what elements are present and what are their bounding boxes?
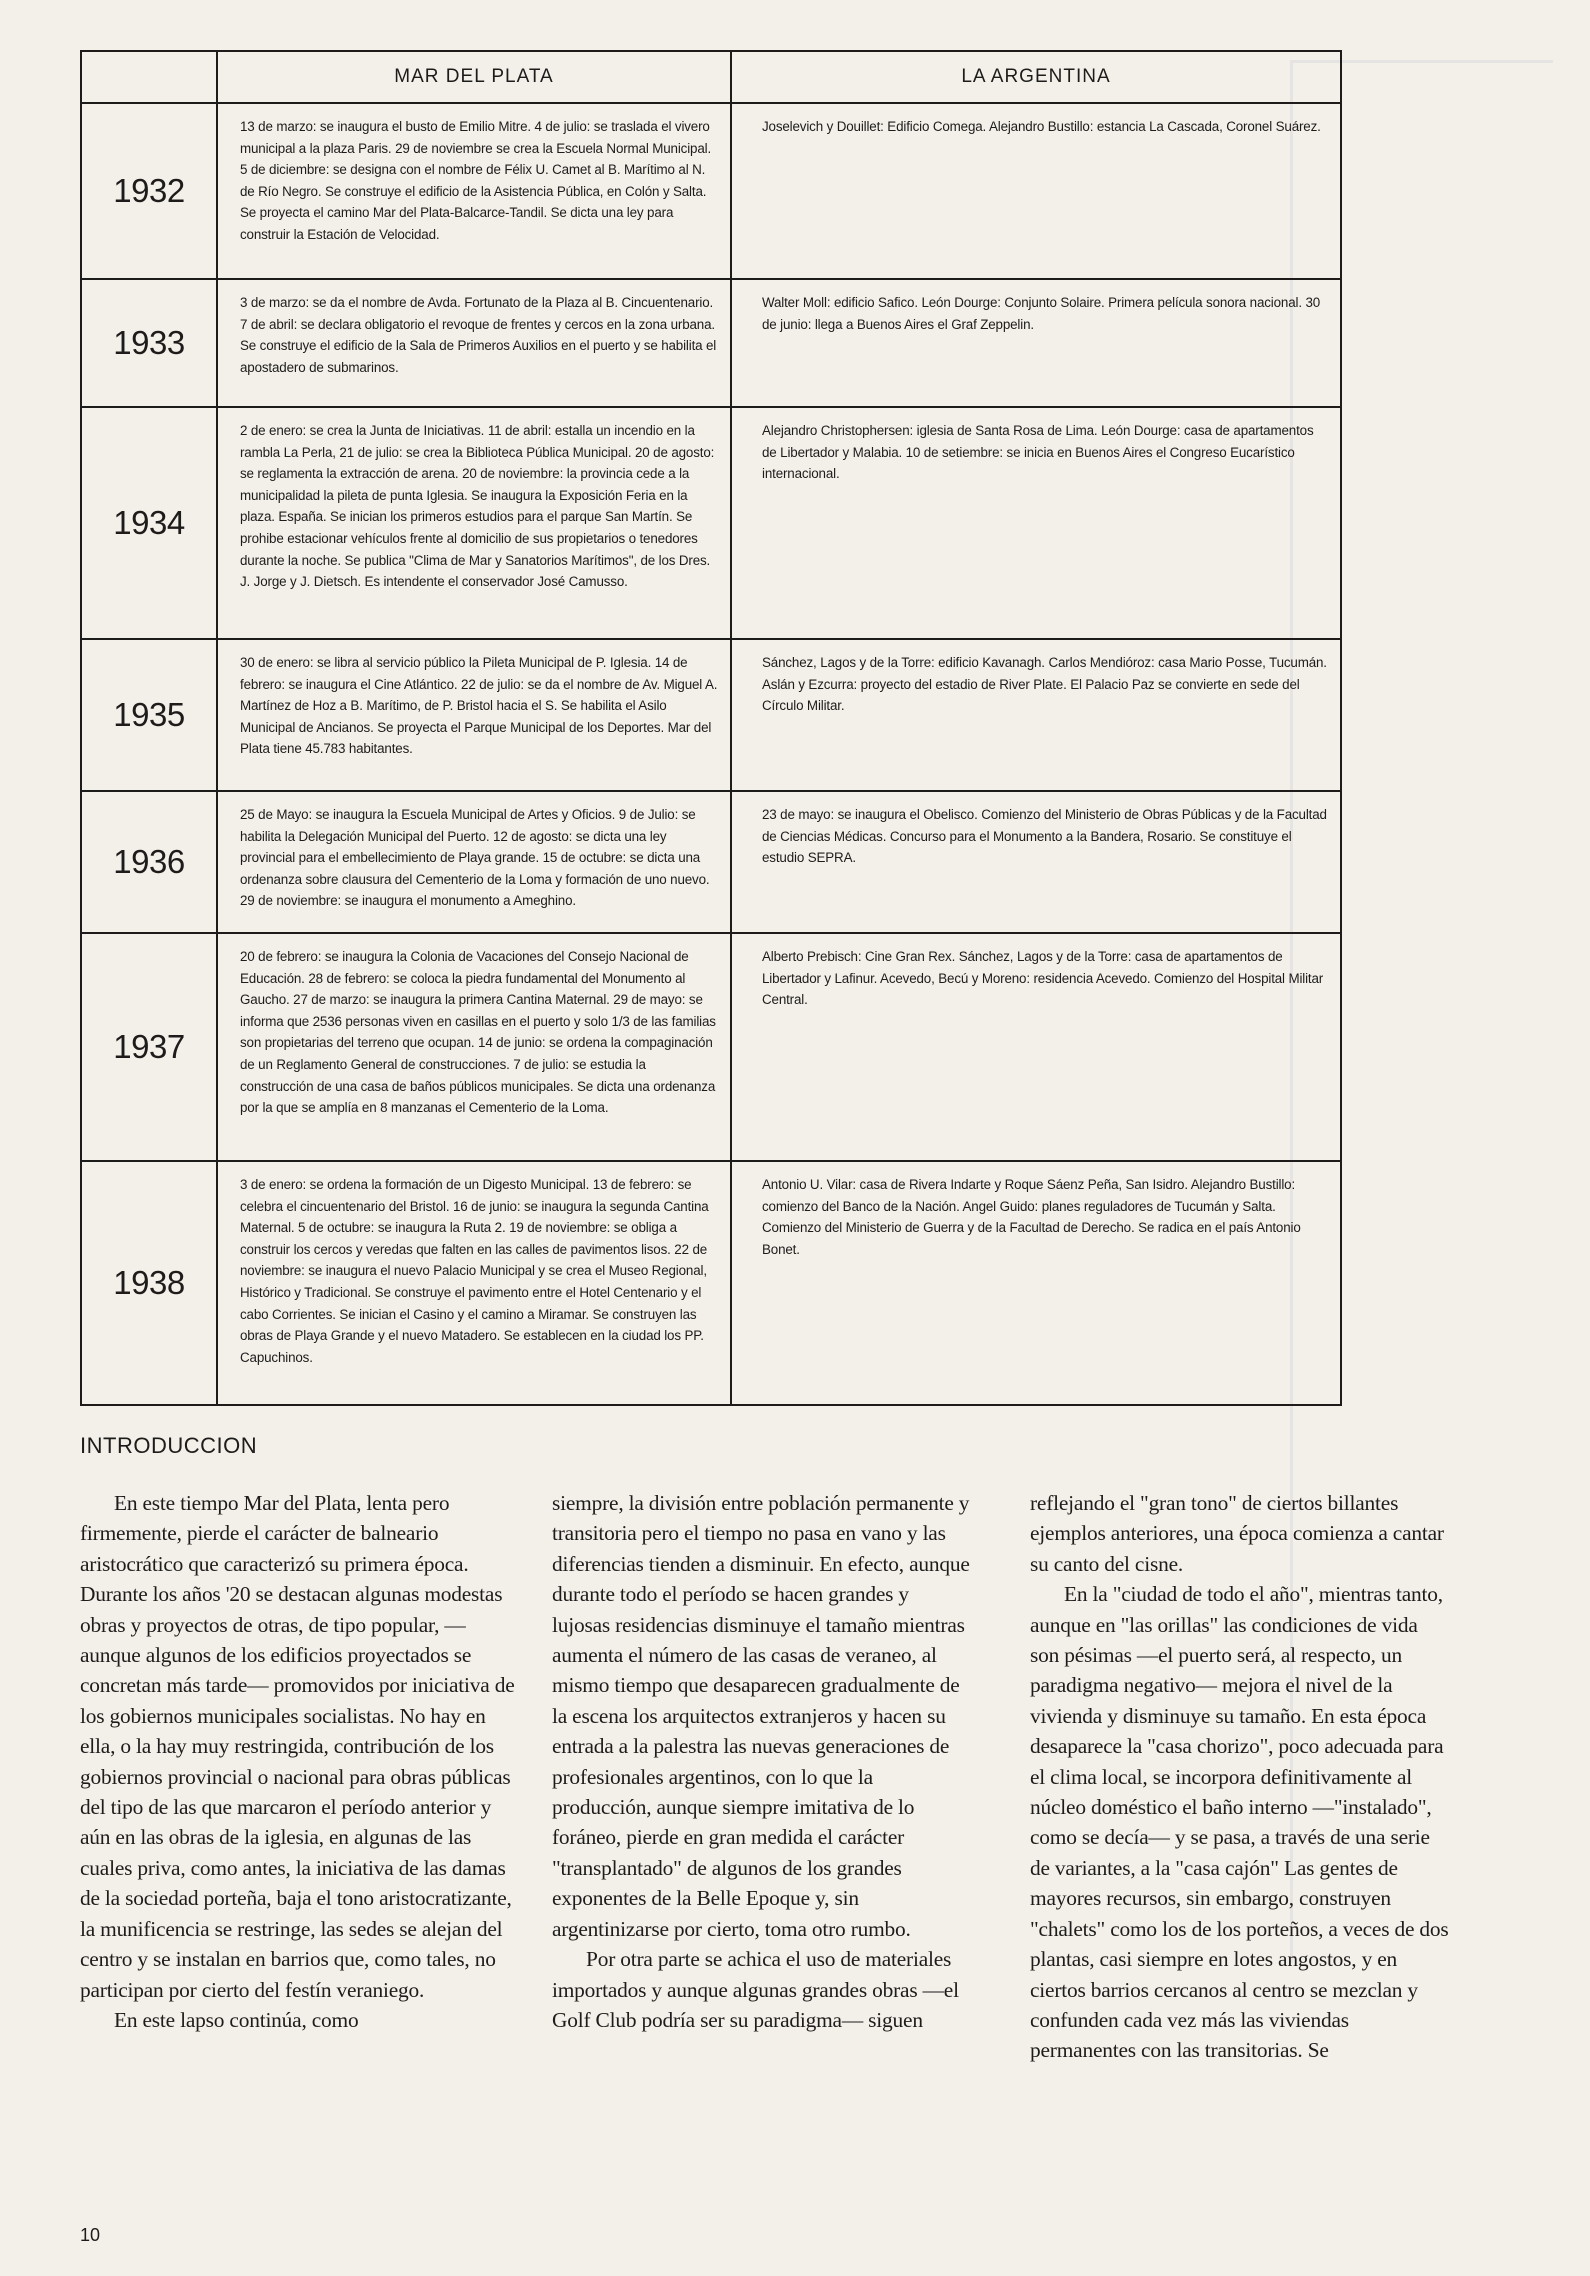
paragraph: En este tiempo Mar del Plata, lenta pero firmemente, pierde el carácter de balneario aristocrático que caracterizó su primera época. Durante los años '20 se destacan algunas modestas obras y proyectos de otras, de tipo popular, —aunque algunos de los edificios proyectados se concretan más tarde— promovidos por iniciativa de los gobiernos municipales socialistas. No hay en ella, o la hay muy restringida, contribución de los gobiernos provincial o nacional para obras públicas del tipo de las que marcaron el período anterior y aún en las obras de la iglesia, en algunas de las cuales priva, como antes, la iniciativa de las damas de la sociedad porteña, baja el tono aristocratizante, la munificencia se restringe, las sedes se alejan del centro y se instalan en barrios que, como tales, no participan por cierto del festín veraniego. [80, 1491, 515, 2002]
mar-del-plata-cell [217, 103, 731, 279]
chronology-table [80, 50, 1342, 1406]
mar-del-plata-text: 2 de enero: se crea la Junta de Iniciativas. 11 de abril: estalla un incendio en la rambla La Perla, 21 de julio: se crea la Biblioteca Pública Municipal. 20 de agosto: se reglamenta la extracción de arena. 20 de noviembre: la provincia cede a la municipalidad la pileta de punta Iglesia. Se inaugura la Exposición Feria en la plaza. España. Se inician los primeros estudios para el parque San Martín. Se prohibe estacionar vehículos frente al domicilio de sus propietarios o tenedores durante la noche. Se publica "Clima de Mar y Sanatorios Marítimos", de los Dres. J. Jorge y J. Dietsch. Es intendente el conservador José Camusso. [240, 423, 715, 590]
year-cell: 1934 [81, 407, 217, 639]
mar-del-plata-text: 13 de marzo: se inaugura el busto de Emilio Mitre. 4 de julio: se traslada el vivero municipal a la plaza Paris. 29 de noviembre se crea la Escuela Normal Municipal. 5 de diciembre: se designa con el nombre de Félix U. Camet al B. Marítimo al N. de Río Negro. Se construye el edificio de la Asistencia Pública, en Colón y Salta. Se proyecta el camino Mar del Plata-Balcarce-Tandil. Se dicta una ley para construir la Estación de Velocidad. [240, 119, 712, 242]
intro-heading: INTRODUCCION [80, 1433, 258, 1458]
argentina-text: Alberto Prebisch: Cine Gran Rex. Sánchez, Lagos y de la Torre: casa de apartamentos de Libertador y Lafinur. Acevedo, Becú y Moreno: residencia Acevedo. Comienzo del Hospital Militar Central. [762, 949, 1324, 1008]
year-cell: 1936 [81, 791, 217, 933]
intro-column-2 [552, 1488, 972, 2035]
argentina-text: Antonio U. Vilar: casa de Rivera Indarte y Roque Sáenz Peña, San Isidro. Alejandro Bustillo: comienzo del Banco de la Nación. Angel Guido: planes reguladores de Tucumán y Salta. Comienzo del Ministerio de Guerra y de la Facultad de Derecho. Se radica en el país Antonio Bonet. [762, 1177, 1301, 1257]
paragraph: En este lapso continúa, como [114, 2007, 359, 2032]
mar-del-plata-text: 30 de enero: se libra al servicio público la Pileta Municipal de P. Iglesia. 14 de febrero: se inaugura el Cine Atlántico. 22 de julio: se da el nombre de Av. Miguel A. Martínez de Hoz a B. Marítimo, de P. Bristol hacia el S. Se habilita el Asilo Municipal de Ancianos. Se proyecta el Parque Municipal de los Deportes. Mar del Plata tiene 45.783 habitantes. [240, 655, 718, 757]
argentina-text: Sánchez, Lagos y de la Torre: edificio Kavanagh. Carlos Mendióroz: casa Mario Posse, Tucumán. Aslán y Ezcurra: proyecto del estadio de River Plate. El Palacio Paz se convierte en sede del Círculo Militar. [762, 655, 1327, 714]
year-cell: 1938 [81, 1161, 217, 1405]
argentina-cell [731, 279, 1341, 407]
paragraph: En la "ciudad de todo el año", mientras tanto, aunque en "las orillas" las condiciones de vida son pésimas —el puerto será, al respecto, un paradigma negativo— mejora el nivel de la vivienda y disminuye su tamaño. En esta época desaparece la "casa chorizo", poco adecuada para el clima local, se incorpora definitivamente al núcleo doméstico el baño interno —"instalado", como se decía— y se pasa, a través de una serie de variantes, a la "casa cajón" Las gentes de mayores recursos, sin embargo, construyen "chalets" como los de los porteños, a veces de dos plantas, casi siempre en lotes angostos, y en ciertos barrios cercanos al centro se mezclan y confunden cada vez más las viviendas permanentes con las transitorias. Se [1030, 1582, 1449, 2063]
argentina-text: Joselevich y Douillet: Edificio Comega. Alejandro Bustillo: estancia La Cascada, Coronel Suárez. [762, 119, 1321, 134]
mar-del-plata-cell [217, 1161, 731, 1405]
mar-del-plata-cell [217, 791, 731, 933]
argentina-text: Alejandro Christophersen: iglesia de Santa Rosa de Lima. León Dourge: casa de apartamentos de Libertador y Malabia. 10 de setiembre: se inicia en Buenos Aires el Congreso Eucarístico internacional. [762, 423, 1314, 482]
paragraph: siempre, la división entre población permanente y transitoria pero el tiempo no pasa en vano y las diferencias tienden a disminuir. En efecto, aunque durante todo el período se hacen grandes y lujosas residencias disminuye el tamaño mientras aumenta el número de las casas de veraneo, al mismo tiempo que desaparecen gradualmente de la escena los arquitectos extranjeros y hacen su entrada a la palestra las nuevas generaciones de profesionales argentinos, con lo que la producción, aunque siempre imitativa de lo foráneo, pierde en gran medida el carácter "transplantado" de algunos de los grandes exponentes de la Belle Epoque y, sin argentinizarse por cierto, toma otro rumbo. [552, 1491, 970, 1941]
table-row [81, 791, 1341, 933]
mar-del-plata-text: 3 de enero: se ordena la formación de un Digesto Municipal. 13 de febrero: se celebra el cincuentenario del Bristol. 16 de junio: se inaugura la segunda Cantina Maternal. 5 de octubre: se inaugura la Ruta 2. 19 de noviembre: se obliga a construir los cercos y veredas que falten en las calles de pavimentos lisos. 22 de noviembre: se inaugura el nuevo Palacio Municipal y se crea el Museo Regional, Histórico y Tradicional. Se construye el pavimento entre el Hotel Centenario y el cabo Corrientes. Se inician el Casino y el camino a Miramar. Se construyen las obras de Playa Grande y el nuevo Matadero. Se establecen en la ciudad los PP. Capuchinos. [240, 1177, 709, 1365]
table-row [81, 1161, 1341, 1405]
argentina-cell [731, 933, 1341, 1161]
year-cell: 1932 [81, 103, 217, 279]
table-row [81, 933, 1341, 1161]
mar-del-plata-cell [217, 279, 731, 407]
mar-del-plata-text: 25 de Mayo: se inaugura la Escuela Municipal de Artes y Oficios. 9 de Julio: se habilita la Delegación Municipal del Puerto. 12 de agosto: se dicta una ley provincial para el embellecimiento de Playa grande. 15 de octubre: se dicta una ordenanza sobre clausura del Cementerio de la Loma y formación de uno nuevo. 29 de noviembre: se inaugura el monumento a Ameghino. [240, 807, 710, 909]
argentina-text: 23 de mayo: se inaugura el Obelisco. Comienzo del Ministerio de Obras Públicas y de la Facultad de Ciencias Médicas. Concurso para el Monumento a la Bandera, Rosario. Se constituye el estudio SEPRA. [762, 807, 1327, 866]
table-row [81, 407, 1341, 639]
year-cell: 1937 [81, 933, 217, 1161]
paragraph: Por otra parte se achica el uso de materiales importados y aunque algunas grandes obras —el Golf Club podría ser su paradigma— siguen [552, 1947, 959, 2032]
intro-column-1 [80, 1488, 520, 2035]
year-cell: 1935 [81, 639, 217, 791]
header-year [81, 51, 217, 103]
argentina-cell [731, 407, 1341, 639]
mar-del-plata-cell [217, 407, 731, 639]
year-cell: 1933 [81, 279, 217, 407]
mar-del-plata-text: 3 de marzo: se da el nombre de Avda. Fortunato de la Plaza al B. Cincuentenario. 7 de abril: se declara obligatorio el revoque de frentes y cercos en la zona urbana. Se construye el edificio de la Sala de Primeros Auxilios en el puerto y se habilita el apostadero de submarinos. [240, 295, 717, 375]
mar-del-plata-cell [217, 933, 731, 1161]
argentina-cell [731, 791, 1341, 933]
intro-column-3 [1030, 1488, 1450, 2066]
paragraph: reflejando el "gran tono" de ciertos billantes ejemplos anteriores, una época comienza a cantar su canto del cisne. [1030, 1491, 1444, 1576]
table-header-row [81, 51, 1341, 103]
argentina-cell [731, 639, 1341, 791]
argentina-cell [731, 103, 1341, 279]
argentina-cell [731, 1161, 1341, 1405]
table-row [81, 103, 1341, 279]
table-row [81, 639, 1341, 791]
table-row [81, 279, 1341, 407]
header-mar-del-plata: MAR DEL PLATA [217, 51, 731, 103]
mar-del-plata-cell [217, 639, 731, 791]
header-la-argentina: LA ARGENTINA [731, 51, 1341, 103]
argentina-text: Walter Moll: edificio Safico. León Dourge: Conjunto Solaire. Primera película sonora nacional. 30 de junio: llega a Buenos Aires el Graf Zeppelin. [762, 295, 1321, 332]
mar-del-plata-text: 20 de febrero: se inaugura la Colonia de Vacaciones del Consejo Nacional de Educación. 28 de febrero: se coloca la piedra fundamental del Monumento al Gaucho. 27 de marzo: se inaugura la primera Cantina Maternal. 29 de mayo: se informa que 2536 personas viven en casillas en el puerto y solo 1/3 de las familias son propietarias del terreno que ocupan. 14 de junio: se ordena la compaginación de un Reglamento General de construcciones. 7 de julio: se estudia la construcción de una casa de baños públicos municipales. Se dicta una ordenanza por la que se amplía en 8 manzanas el Cementerio de la Loma. [240, 949, 716, 1116]
page-number: 10 [80, 2225, 101, 2245]
